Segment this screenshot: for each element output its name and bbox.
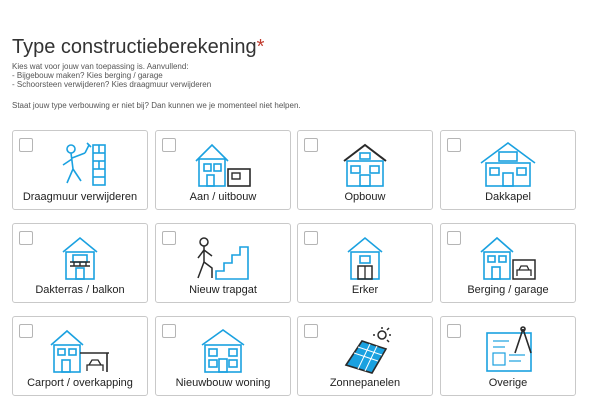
note-chimney: - Schoorsteen verwijderen? Kies draagmuur verwijderen: [12, 80, 212, 89]
option-aan-uitbouw[interactable]: [155, 130, 291, 210]
roof-terrace-icon: [47, 232, 113, 282]
option-checkbox[interactable]: [304, 231, 318, 245]
option-carport-overkapping[interactable]: [12, 316, 148, 396]
stairs-icon: [190, 232, 256, 282]
option-draagmuur-verwijderen[interactable]: [12, 130, 148, 210]
option-label: Dakkapel: [485, 191, 531, 203]
option-label: Carport / overkapping: [27, 377, 133, 389]
option-label: Nieuwbouw woning: [175, 377, 271, 389]
option-zonnepanelen[interactable]: [297, 316, 433, 396]
option-dakkapel[interactable]: [440, 130, 576, 210]
option-nieuwbouw-woning[interactable]: [155, 316, 291, 396]
raised-roof-house-icon: [332, 139, 398, 189]
option-nieuw-trapgat[interactable]: [155, 223, 291, 303]
option-checkbox[interactable]: [304, 138, 318, 152]
help-text: Staat jouw type verbouwing er niet bij? Dan kunnen we je momenteel niet helpen.: [12, 101, 301, 110]
option-overige[interactable]: [440, 316, 576, 396]
solar-panels-icon: [332, 325, 398, 375]
option-label: Berging / garage: [467, 284, 549, 296]
option-checkbox[interactable]: [162, 324, 176, 338]
option-checkbox[interactable]: [162, 231, 176, 245]
option-erker[interactable]: [297, 223, 433, 303]
option-label: Zonnepanelen: [329, 377, 401, 389]
option-label: Overige: [488, 377, 528, 389]
carport-icon: [47, 325, 113, 375]
option-berging-garage[interactable]: [440, 223, 576, 303]
option-label: Draagmuur verwijderen: [22, 191, 138, 203]
option-opbouw[interactable]: [297, 130, 433, 210]
option-label: Erker: [351, 284, 379, 296]
blueprint-icon: [475, 325, 541, 375]
page-title: [12, 36, 264, 59]
required-mark: *: [256, 36, 265, 58]
option-checkbox[interactable]: [304, 324, 318, 338]
note-outbuilding: - Bijgebouw maken? Kies berging / garage: [12, 71, 163, 80]
dormer-house-icon: [475, 139, 541, 189]
option-label: Nieuw trapgat: [189, 284, 257, 296]
wall-removal-icon: [47, 139, 113, 189]
option-label: Opbouw: [344, 191, 386, 203]
extension-house-icon: [190, 139, 256, 189]
garage-icon: [475, 232, 541, 282]
page-title-text: Type constructieberekening: [12, 36, 257, 58]
option-checkbox[interactable]: [447, 324, 461, 338]
option-checkbox[interactable]: [19, 231, 33, 245]
option-checkbox[interactable]: [19, 138, 33, 152]
option-checkbox[interactable]: [19, 324, 33, 338]
bay-window-icon: [332, 232, 398, 282]
new-house-icon: [190, 325, 256, 375]
intro-text: Kies wat voor jouw van toepassing is. Aanvullend:: [12, 62, 189, 71]
option-checkbox[interactable]: [162, 138, 176, 152]
option-checkbox[interactable]: [447, 231, 461, 245]
option-label: Aan / uitbouw: [189, 191, 257, 203]
option-dakterras-balkon[interactable]: [12, 223, 148, 303]
option-label: Dakterras / balkon: [35, 284, 125, 296]
option-checkbox[interactable]: [447, 138, 461, 152]
